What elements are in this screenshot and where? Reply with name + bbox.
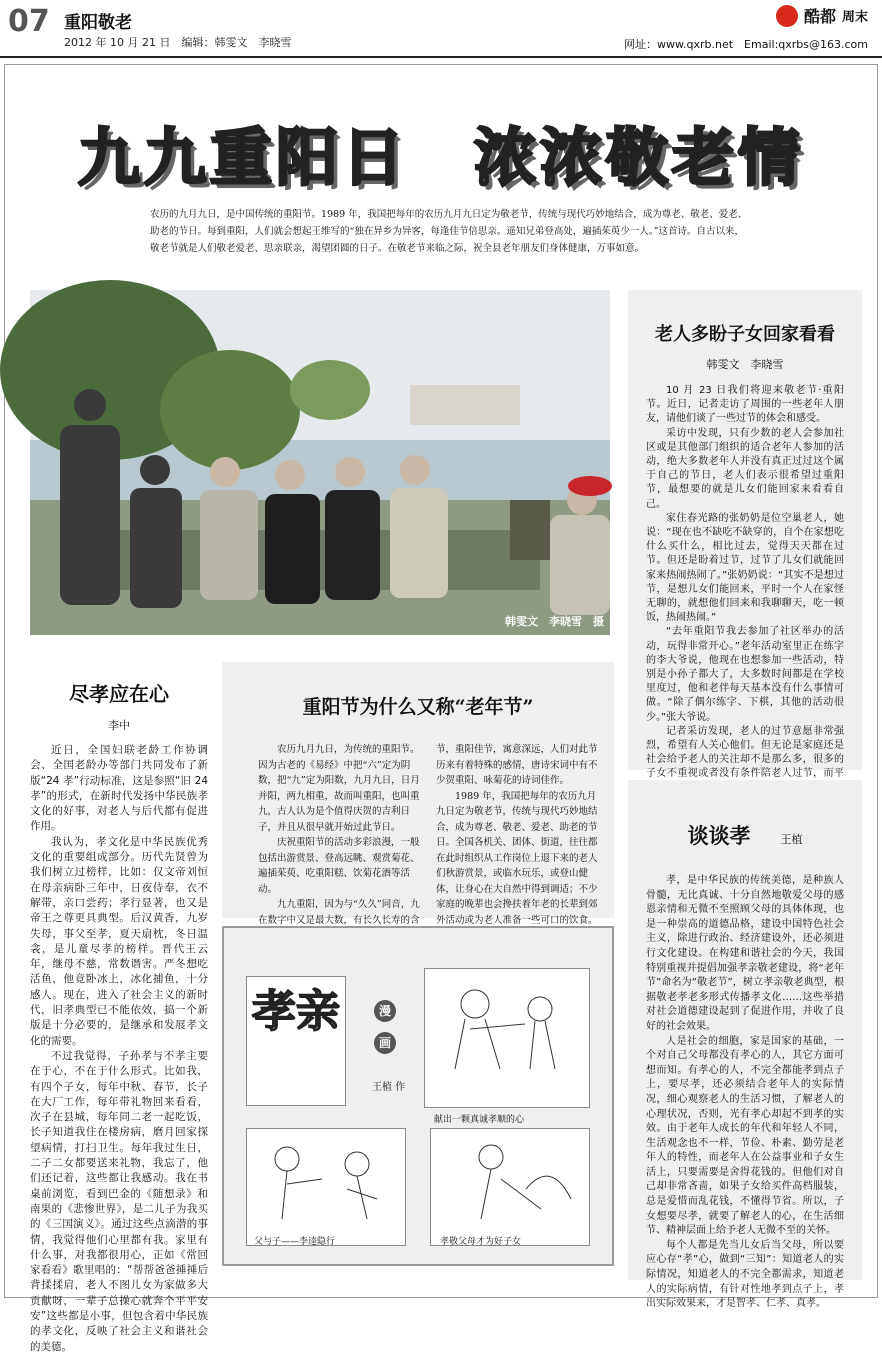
web-contact: 网址：www.qxrb.net Email:qxrbs@163.com <box>624 38 868 51</box>
right-article-1-title: 老人多盼子女回家看看 <box>655 324 835 345</box>
paragraph: 家住春光路的张奶奶是位空巢老人，她说：“现在也不缺吃不缺穿的，自个在家想吃什么买什么，相比过去，觉得天天都在过节。但还是盼着过节，过节了儿女们就能回家来热闹热闹了。”张奶奶说：“其实不是想过节，是想儿女们能回来，平时一个人在家怪无聊的，就想他们回来和我聊聊天，吃一顿饭，热闹热闹。” <box>646 512 844 624</box>
cartoon-panel-chars <box>246 976 346 1106</box>
cartoon-drawing-1 <box>425 969 589 1089</box>
photo-illustration <box>30 290 610 635</box>
paragraph: 10 月 23 日我们将迎来敬老节·重阳节。近日，记者走访了周围的一些老年人朋友，请他们谈了一些过节的体会和感受。 <box>646 385 844 425</box>
cartoon-label-a: 漫 <box>374 1000 396 1022</box>
left-article-body <box>30 743 208 1355</box>
left-article-title: 尽孝应在心 <box>69 682 169 706</box>
paragraph: 九九重阳，因为与“久久”同音，九在数字中又是最大数，有长久长寿的含 节，重阳佳节，寓意深远，人们对此节历来有着特殊的感情，唐诗宋词中有不少贺重阳、咏菊花的诗词佳作。 <box>258 744 598 926</box>
right-article-1-author: 韩雯文 李晓雪 <box>706 358 784 371</box>
right-article-1-body <box>628 384 862 824</box>
cartoon-panel-2 <box>246 1128 406 1246</box>
brand <box>776 4 868 27</box>
paragraph: 1989 年，我国把每年的农历九月九日定为敬老节，传统与现代巧妙地结合，成为尊老、敬老、爱老、助老的节日。全国各机关、团体、街道，往往都在此时组织从工作岗位上退下来的老人们秋游赏景，或临水玩乐，或登山健体，让身心在大自然中得到调适；不少家庭的晚辈也会搀扶着年老的长辈到郊外活动或为老人准备一些可口的饮食。 <box>436 790 598 926</box>
paragraph: 人是社会的细胞，家是国家的基础，一个对自己父母都没有孝心的人，其它方面可想而知。有孝心的人，不完全都能孝到点子上，要尽孝，还必须结合老年人的实际情况，细心观察老人的生活习惯，了解老人的心理状况，否则，光有孝心却起不到孝的实效。由于老年人成长的年代和年轻人不同，生活观念也不一样，节俭、朴素、勤劳是老年人的特性，而老年人在公益事业和子女生活上，只要需要是舍得花钱的。但他们对自己却非常吝啬，如果子女给买件高档服装，总是爱惜而乱花钱，不懂得节省。所以，子女想要尽孝，就要了解老人的心，在生活细节、精神层面上给予老人无微不至的关怀。 <box>646 1035 844 1237</box>
cartoon-caption-3: 孝敬父母才为好子女 <box>440 1237 522 1247</box>
paragraph: 近日，全国妇联老龄工作协调会、全国老龄办等部门共同发布了新版“24 孝”行动标准，这是参照“旧 24 孝”的形式，在新时代发扬中华民族孝文化的好事，对老人与后代都有促进作用。 <box>30 744 208 833</box>
paragraph: 采访中发现，只有少数的老人会参加社区或是其他部门组织的适合老年人参加的活动，绝大多数老年人并没有真正过过这个属于自己的节日，老人们表示很希望过重阳节，最想要的就是儿女们能回家来看看自己。 <box>646 427 844 510</box>
left-article <box>30 678 208 1355</box>
brand-logo-icon <box>776 5 798 27</box>
cartoon-big-chars: 孝亲 <box>252 986 340 1037</box>
page-header <box>0 0 882 58</box>
cartoon-panel-3 <box>430 1128 590 1246</box>
brand-name: 酷都 <box>803 7 836 26</box>
page-number: 07 <box>8 4 50 39</box>
cartoon-drawing-3 <box>431 1129 589 1229</box>
right-article-2-heading <box>628 820 862 850</box>
cartoon-panel-1 <box>424 968 590 1108</box>
right-article-1 <box>628 290 862 780</box>
left-article-author: 李中 <box>108 719 130 732</box>
cartoon-label-b: 画 <box>374 1032 396 1054</box>
paragraph: 我认为，孝文化是中华民族优秀文化的重要组成部分。历代先贤曾为我们树立过榜样，比如：仅文帝刘恒在母亲病卧三年中，日夜侍奉，衣不解带，亲口尝药；孝行显著，也又是帝王之尊更具典型。后汉黄香，九岁失母，事父至孝，夏天扇枕，冬日温衾，是儿童尽孝的榜样。晋代王云年，继母不慈，常数谮害。严冬想吃活鱼，他竟卧冰上，冰化捕鱼，十分感人。现在，进入了社会主义的新时代，旧孝典型已不能依效，搞一个新版是十分必要的，是继承和发展孝文化的需要。 <box>30 835 208 1047</box>
paragraph: 不过我觉得，子孙孝与不孝主要在于心，不在于什么形式。比如我，有四个子女，每年中秋、春节，长子在大厂工作，每年带礼物回来看看，次子在县城，每年同二老一起吃饭，长子知道我住在楼房病，磨月回家探望病情，打扫卫生。每年我过生日，二子二女都要送来礼物，我忘了，他们还记着，这些都让我感动。我在书桌前浏览，看到巴金的《随想录》和南果的《悲惨世界》，是二儿子为我买的《三国演义》。通过这些点滴潜的事情，我觉得他们心里都有我。家里有什么事，对我都很用心，正如《常回家看看》歌里唱的：“帮帮爸爸捶捶后背揉揉肩，老人不图儿女为家做多大贡献呀，一辈子总操心就奔个平平安安”这些都是小事，但包含着中华民族的孝文化，反映了社会主义和谐社会的美德。 <box>30 1049 208 1353</box>
right-article-2-author: 王植 <box>780 833 803 846</box>
right-article-2 <box>628 780 862 1310</box>
main-title: 九九重阳日 浓浓敬老情 <box>77 121 804 194</box>
right-article-2-title: 谈谈孝 <box>687 823 751 848</box>
paragraph: 孝，是中华民族的传统美德，是种族人骨髓，无比真诚、十分自然地敬爱父母的感恩亲情和无微不至照顾父母的具体体现，也是一种崇高的道德品格，建设中国特色社会主义，除进行政治、经济建设外，还必须进行文化建设。在构建和谐社会的今天，我国特别重视并提倡加强孝亲敬老建设，将“老年节”命名为“敬老节”，树立孝亲敬老典型，根据敬老孝老多形式传播孝文化……这些举措对社会道德建设起到了促进作用，并收了良好的社会效果。 <box>646 875 844 1032</box>
cartoon-caption-2: 父与子——李逵隐行 <box>254 1237 336 1247</box>
cartoon-caption-1: 献出一颗真诚孝顺的心 <box>434 1115 525 1125</box>
paragraph: 每个人都是先当儿女后当父母，所以要应心存“孝”心，做到“三知”：知道老人的实际情况，知道老人的不完全都需求，知道老人的实际病情，有针对性地孝到点子上，孝出实际效果来，才是智孝、仁孝、真孝。 <box>646 1239 844 1310</box>
mid-article <box>222 662 614 926</box>
photo-credit: 韩雯文 李晓雪 摄 <box>505 615 604 628</box>
cartoon-author: 王植 作 <box>372 1082 406 1093</box>
paragraph: 庆祝重阳节的活动多彩浪漫，一般包括出游赏景、登高远眺、观赏菊花、遍插茱萸、吃重阳糕、饮菊花酒等活动。 <box>258 837 420 895</box>
paragraph: 记者采访发现，老人的过节意愿非常强烈，希望有人关心他们。但无论是家庭还是社会给予老人的关注却不是那么多，很多的子女不重视或者没有条件陪老人过节，而平 <box>646 725 844 780</box>
right-article-2-body <box>628 850 862 1312</box>
brand-section: 周末 <box>841 10 868 25</box>
cartoon-box <box>222 926 614 1266</box>
date-editors: 2012 年 10 月 21 日 编辑：韩雯文 李晓雪 <box>64 36 292 49</box>
intro-text: 农历的九月九日，是中国传统的重阳节。1989 年，我国把每年的农历九月九日定为敬老节，传统与现代巧妙地结合，成为尊老、敬老、爱老、助老的节日。每到重阳，人们就会想起王维写的“独在异乡为异客，每逢佳节倍思亲。遥知兄弟登高处，遍插茱萸少一人。”这首诗。自古以来，敬老节就是人们敬老爱老、思亲联亲，渴望团圆的日子。在敬老节来临之际，祝全县老年朋友们身体健康，万事如意。 <box>150 209 748 254</box>
paragraph: “去年重阳节我去参加了社区举办的活动，玩得非常开心。”老年活动室里正在练字的李大爷说，他现在也想参加一些活动，特别是小孙子都大了，大多数时间都是在学校里度过，他和老伴每天基本没有什么事情可做。“除了偶尔练字、下棋，其他的活动很少。”张大爷说。 <box>646 626 844 723</box>
section-name: 重阳敬老 <box>64 13 132 33</box>
main-photo <box>30 290 610 635</box>
paragraph: 农历九月九日，为传统的重阳节。因为古老的《易经》中把“六”定为阴数，把“九”定为阳数，九月九日，日月并阳，两九相重，故而叫重阳，也叫重九，古人认为是个值得庆贺的吉利日子，并且从很早就开始过此节日。 <box>258 744 420 833</box>
cartoon-drawing-2 <box>247 1129 405 1229</box>
mid-article-title: 重阳节为什么又称“老年节” <box>302 696 534 718</box>
mid-article-body <box>258 742 600 944</box>
